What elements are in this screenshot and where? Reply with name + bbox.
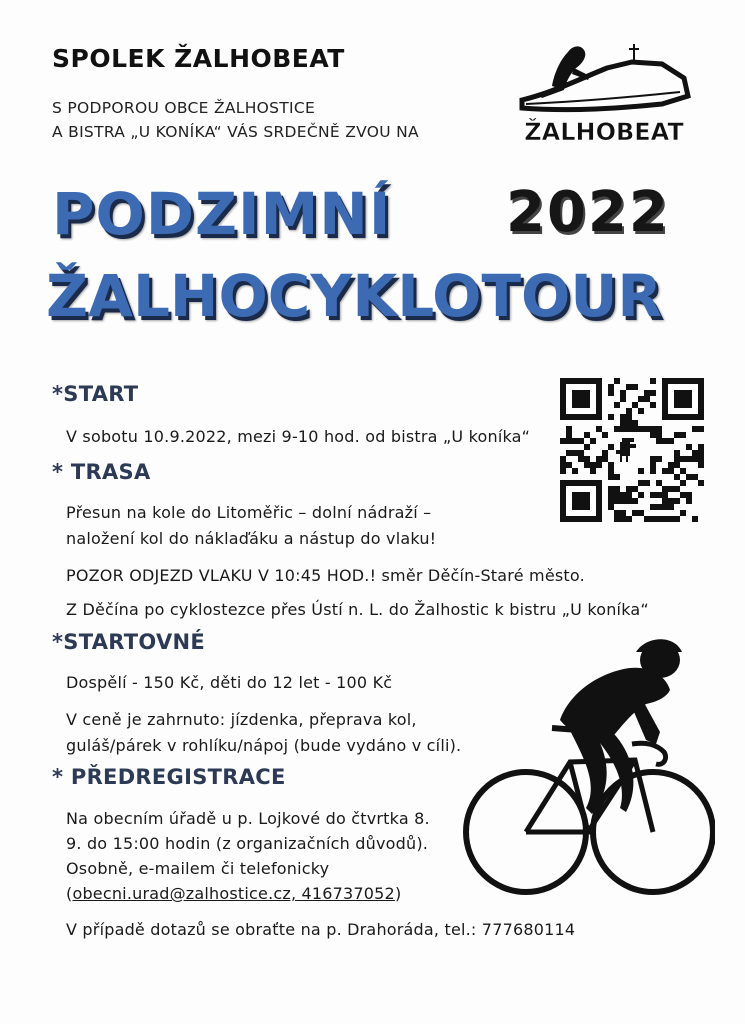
zalhobeat-logo bbox=[512, 38, 697, 150]
section-heading-start: *START bbox=[52, 382, 139, 406]
support-line-1: S PODPOROU OBCE ŽALHOSTICE bbox=[52, 99, 316, 117]
predregistrace-contact-line bbox=[66, 881, 401, 907]
section-heading-predregistrace: * PŘEDREGISTRACE bbox=[52, 765, 286, 789]
contact-text: V případě dotazů se obraťte na p. Drahoráda, tel.: 777680114 bbox=[66, 920, 576, 939]
qr-code-icon bbox=[560, 372, 704, 528]
start-text: V sobotu 10.9.2022, mezi 9-10 hod. od bistra „U koníka“ bbox=[66, 427, 531, 446]
logo-text: ŽALHOBEAT bbox=[524, 118, 684, 146]
predregistrace-line-1: Na obecním úřadě u p. Lojkové do čtvrtka 8. bbox=[66, 809, 430, 828]
predregistrace-line-2: 9. do 15:00 hodin (z organizačních důvodů). bbox=[66, 834, 429, 853]
title-word-2: ŽALHOCYKLOTOUR bbox=[46, 262, 663, 330]
title-word-1: PODZIMNÍ bbox=[52, 180, 392, 248]
startovne-line-3: guláš/párek v rohlíku/nápoj (bude vydáno v cíli). bbox=[66, 736, 462, 755]
trasa-line-1: Přesun na kole do Litoměřic – dolní nádraží – bbox=[66, 503, 432, 522]
support-line-2: A BISTRA „U KONÍKA“ VÁS SRDEČNĚ ZVOU NA bbox=[52, 123, 419, 141]
support-text bbox=[52, 96, 419, 144]
cyclist-silhouette-icon bbox=[460, 632, 715, 907]
predregistrace-line-3: Osobně, e-mailem či telefonicky bbox=[66, 859, 330, 878]
paren-close: ) bbox=[394, 884, 402, 903]
email-link[interactable]: obecni.urad@zalhostice.cz, 416737052 bbox=[72, 884, 395, 903]
startovne-line-2: V ceně je zahrnuto: jízdenka, přeprava kol, bbox=[66, 710, 417, 729]
section-heading-trasa: * TRASA bbox=[52, 460, 151, 484]
trasa-line-3: POZOR ODJEZD VLAKU V 10:45 HOD.! směr Děčín-Staré město. bbox=[66, 566, 585, 585]
organization-name: SPOLEK ŽALHOBEAT bbox=[52, 44, 345, 73]
section-heading-startovne: *STARTOVNÉ bbox=[52, 630, 206, 654]
title-year: 2022 bbox=[506, 180, 670, 245]
startovne-line-1: Dospělí - 150 Kč, děti do 12 let - 100 Kč bbox=[66, 673, 393, 692]
paren-open: ( bbox=[66, 884, 73, 903]
trasa-line-4: Z Děčína po cyklostezce přes Ústí n. L. do Žalhostic k bistru „U koníka“ bbox=[66, 600, 649, 619]
trasa-line-2: naložení kol do náklaďáku a nástup do vlaku! bbox=[66, 529, 437, 548]
